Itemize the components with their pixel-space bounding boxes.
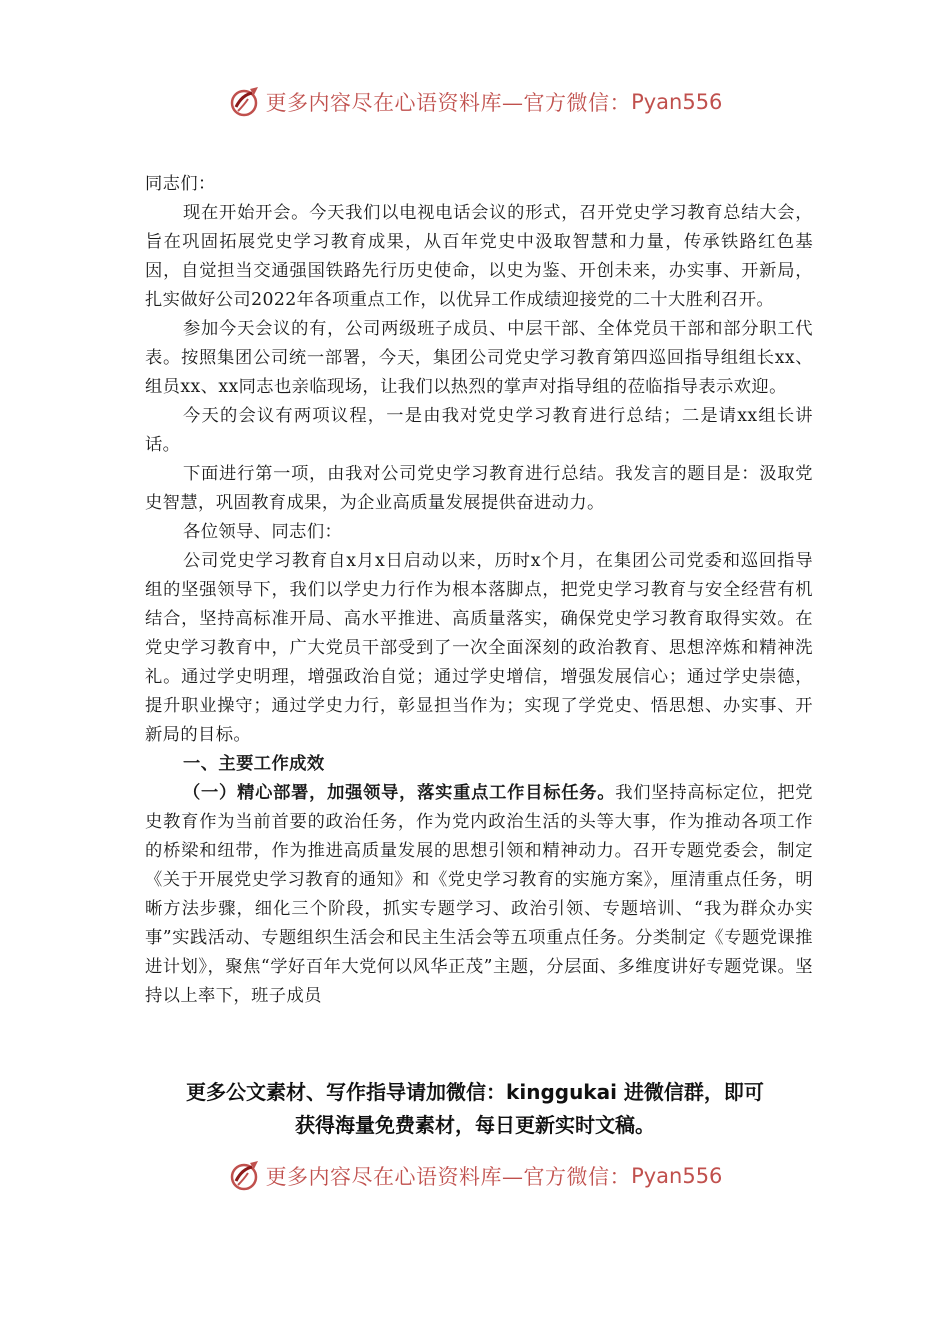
pen-swirl-logo-icon	[228, 1159, 262, 1193]
paragraph-1: 现在开始开会。今天我们以电视电话会议的形式，召开党史学习教育总结大会，旨在巩固拓展党史学习教育成果，从百年党史中汲取智慧和力量，传承铁路红色基因，自觉担当交通强国铁路先行历史使命，以史为鉴、开创未来，办实事、开新局，扎实做好公司2022年各项重点工作，以优异工作成绩迎接党的二十大胜利召开。	[145, 203, 813, 310]
paragraph-5: 各位领导、同志们：	[183, 522, 343, 542]
subsection-title: （一）精心部署，加强领导，落实重点工作目标任务。	[183, 783, 616, 803]
promo-line-1: 更多公文素材、写作指导请加微信：kinggukai 进微信群，即可	[186, 1080, 764, 1104]
subsection-paragraph	[145, 779, 813, 1011]
paragraph-3: 今天的会议有两项议程，一是由我对党史学习教育进行总结；二是请xx组长讲话。	[145, 406, 813, 455]
section-heading: 一、主要工作成效	[183, 754, 325, 774]
banner-text: 更多内容尽在心语资料库—官方微信：	[265, 1165, 632, 1189]
subsection-body: 我们坚持高标定位，把党史教育作为当前首要的政治任务，作为党内政治生活的头等大事，作为推动各项工作的桥梁和纽带，作为推进高质量发展的思想引领和精神动力。召开专题党委会，制定《关于开展党史学习教育的通知》和《党史学习教育的实施方案》，厘清重点任务，明晰方法步骤，细化三个阶段，抓实专题学习、政治引领、专题培训、“我为群众办实事”实践活动、专题组织生活会和民主生活会等五项重点任务。分类制定《专题党课推进计划》，聚焦“学好百年大党何以风华正茂”主题，分层面、多维度讲好专题党课。坚持以上率下，班子成员	[145, 783, 813, 1006]
pen-swirl-logo-icon	[228, 85, 262, 119]
paragraph-6: 公司党史学习教育自x月x日启动以来，历时x个月，在集团公司党委和巡回指导组的坚强领导下，我们以学史力行作为根本落脚点，把党史学习教育与安全经营有机结合，坚持高标准开局、高水平推进、高质量落实，确保党史学习教育取得实效。在党史学习教育中，广大党员干部受到了一次全面深刻的政治教育、思想淬炼和精神洗礼。通过学史明理，增强政治自觉；通过学史增信，增强发展信心；通过学史崇德，提升职业操守；通过学史力行，彰显担当作为；实现了学党史、悟思想、办实事、开新局的目标。	[145, 551, 813, 745]
promo-line-2: 获得海量免费素材，每日更新实时文稿。	[295, 1113, 655, 1137]
header-banner	[0, 82, 950, 122]
salutation: 同志们：	[145, 174, 216, 194]
banner-wechat-id: Pyan556	[631, 1164, 723, 1188]
document-body	[145, 170, 813, 1011]
paragraph-2: 参加今天会议的有，公司两级班子成员、中层干部、全体党员干部和部分职工代表。按照集团公司统一部署，今天，集团公司党史学习教育第四巡回指导组组长xx、组员xx、xx同志也亲临现场，让我们以热烈的掌声对指导组的莅临指导表示欢迎。	[145, 319, 813, 397]
footer-banner	[0, 1156, 950, 1196]
paragraph-4: 下面进行第一项，由我对公司党史学习教育进行总结。我发言的题目是：汲取党史智慧，巩固教育成果，为企业高质量发展提供奋进动力。	[145, 464, 813, 513]
banner-wechat-id: Pyan556	[631, 90, 723, 114]
banner-text: 更多内容尽在心语资料库—官方微信：	[265, 91, 632, 115]
promo-block	[0, 1076, 950, 1142]
